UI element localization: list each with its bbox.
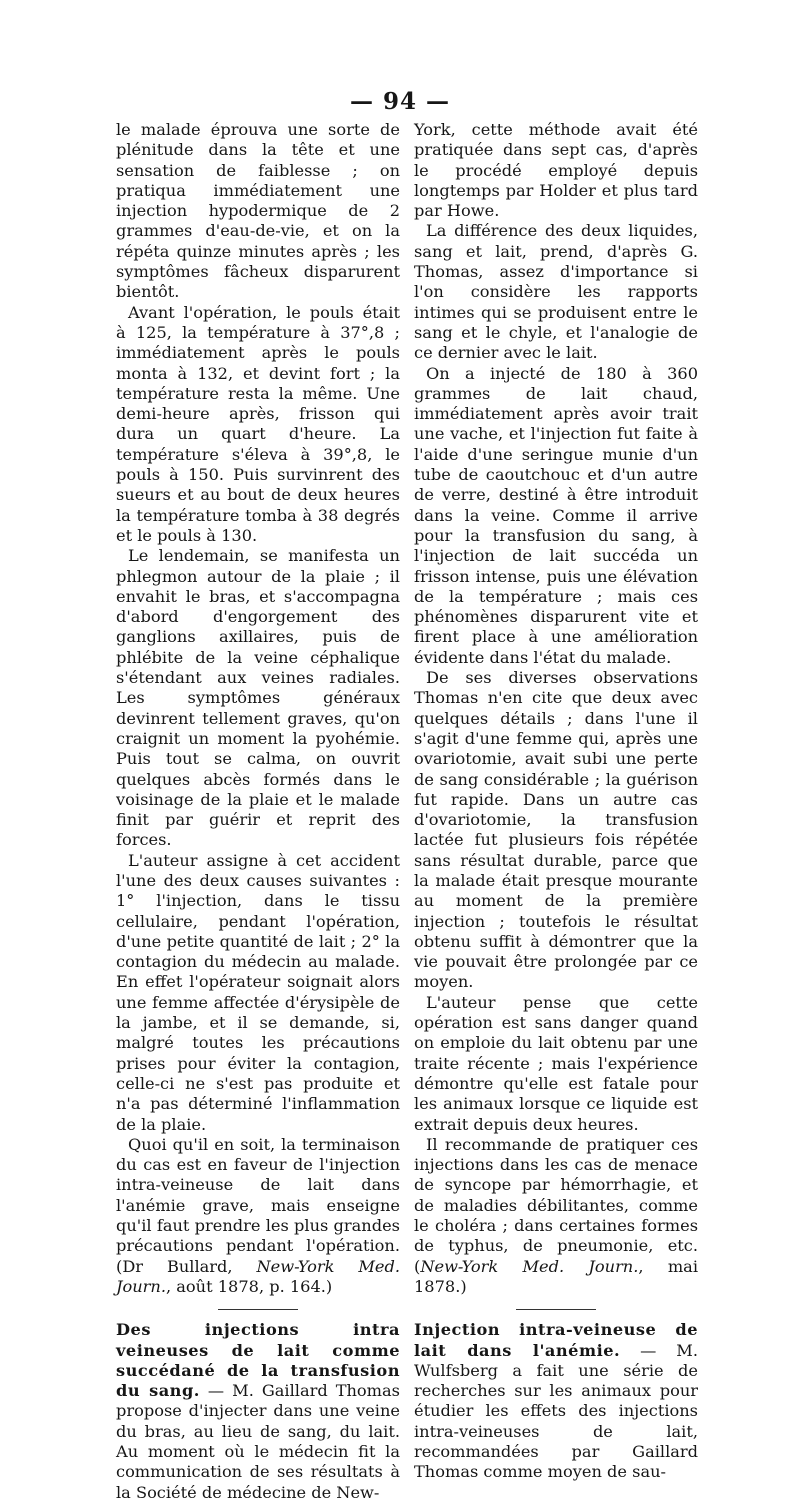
journal-title: New-York Med. Journ. (420, 1256, 639, 1276)
paragraph: York, cette méthode avait été pratiquée dans sept cas, d'après le procédé employé depuis longtemps par Holder et plus tard par Howe. (414, 120, 698, 221)
right-column (414, 120, 698, 1483)
paragraph-text: — M. Gaillard Thomas propose d'injecter dans une veine du bras, au lieu de sang, du lait. Au moment où le médecin fit la communication de ses résultats à la Société de médecine de New- (116, 1381, 400, 1502)
paragraph: L'auteur assigne à cet accident l'une des deux causes suivantes : 1° l'injection, dans le tissu cellulaire, pendant l'opération, d'une petite quantité de lait ; 2° la contagion du médecin au malade. En effet l'opérateur soignait alors une femme affectée d'érysipèle de la jambe, et il se demande, si, malgré toutes les précautions prises pour éviter la contagion, celle-ci ne s'est pas produite et n'a pas déterminé l'inflammation de la plaie. (116, 850, 400, 1134)
paragraph: le malade éprouva une sorte de plénitude dans la tête et une sensation de faiblesse ; on pratiqua immédiatement une injection hypodermique de 2 grammes d'eau-de-vie, et on la répéta quinze minutes après ; les symptômes fâcheux disparurent bientôt. (116, 120, 400, 302)
paragraph: La différence des deux liquides, sang et lait, prend, d'après G. Thomas, assez d'importance si l'on considère les rapports intimes qui se produisent entre le sang et le chyle, et l'analogie de ce dernier avec le lait. (414, 221, 698, 363)
paragraph-text: — M. Wulfsberg a fait une série de recherches sur les animaux pour étudier les effets des injections intra-veineuses de lait, recommandées par Gaillard Thomas comme moyen de sau- (414, 1340, 698, 1482)
paragraph: Le lendemain, se manifesta un phlegmon autour de la plaie ; il envahit le bras, et s'accompagna d'abord d'engorgement des ganglions axillaires, puis de phlébite de la veine céphalique s'étendant aux veines radiales. Les symptômes généraux devinrent tellement graves, qu'on craignit un moment la pyohémie. Puis tout se calma, on ouvrit quelques abcès formés dans le voisinage de la plaie et le malade finit par guérir et reprit des forces. (116, 546, 400, 850)
paragraph-text: Il recommande de pratiquer ces injections dans les cas de menace de syncope par hémorrhagie, et de maladies débilitantes, comme le choléra ; dans certaines formes de typhus, de pneumonie, etc. ( (414, 1134, 698, 1276)
left-column (116, 120, 400, 1503)
paragraph: Avant l'opération, le pouls était à 125, la température à 37°,8 ; immédiatement après le pouls monta à 132, et devint fort ; la température resta la même. Une demi-heure après, frisson qui dura un quart d'heure. La température s'éleva à 39°,8, le pouls à 150. Puis survinrent des sueurs et au bout de deux heures la température tomba à 38 degrés et le pouls à 130. (116, 302, 400, 545)
section-divider (218, 1309, 298, 1310)
section-paragraph (116, 1320, 400, 1503)
paragraph: L'auteur pense que cette opération est sans danger quand on emploie du lait obtenu par une traite récente ; mais l'expérience démontre qu'elle est fatale pour les animaux lorsque ce liquide est extrait depuis deux heures. (414, 992, 698, 1134)
paragraph (116, 1135, 400, 1297)
citation-end: , août 1878, p. 164.) (165, 1276, 333, 1296)
page-number: — 94 — (349, 88, 451, 115)
paragraph (414, 1135, 698, 1297)
citation-end: , mai 1878.) (414, 1256, 698, 1296)
paragraph: De ses diverses observations Thomas n'en cite que deux avec quelques détails ; dans l'une il s'agit d'une femme qui, après une ovariotomie, avait subi une perte de sang considérable ; la guérison fut rapide. Dans un autre cas d'ovariotomie, la transfusion lactée fut plusieurs fois répétée sans résultat durable, parce que la malade était presque mourante au moment de la première injection ; toutefois le résultat obtenu suffit à démontrer que la vie pouvait être prolongée par ce moyen. (414, 668, 698, 992)
section-heading: Des injections intra veineuses de lait comme succédané de la transfusion du sang. (116, 1320, 400, 1401)
section-divider (516, 1309, 596, 1310)
section-paragraph (414, 1320, 698, 1482)
journal-title: New-York Med. Journ. (116, 1256, 400, 1296)
section-heading: Injection intra-veineuse de lait dans l'anémie. (414, 1320, 698, 1360)
paragraph-text: Quoi qu'il en soit, la terminaison du cas est en faveur de l'injection intra-veineuse de lait dans l'anémie grave, mais enseigne qu'il faut prendre les plus grandes précautions pendant l'opération. (Dr Bullard, (116, 1134, 400, 1276)
paragraph: On a injecté de 180 à 360 grammes de lait chaud, immédiatement après avoir trait une vache, et l'injection fut faite à l'aide d'une seringue munie d'un tube de caoutchouc et d'un autre de verre, destiné à être introduit dans la veine. Comme il arrive pour la transfusion du sang, à l'injection de lait succéda un frisson intense, puis une élévation de la température ; mais ces phénomènes disparurent vite et firent place à une amélioration évidente dans l'état du malade. (414, 363, 698, 667)
